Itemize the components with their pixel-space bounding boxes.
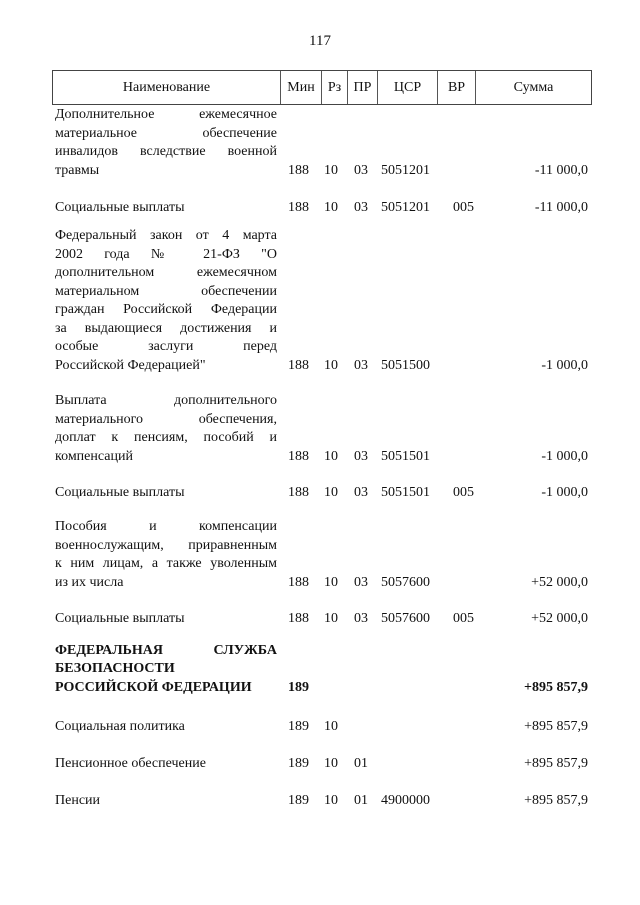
row-rz: 10	[324, 357, 338, 373]
row-rz: 10	[324, 755, 338, 771]
row-sum: +52 000,0	[531, 574, 588, 590]
row-sum: +895 857,9	[524, 755, 588, 771]
table-row	[52, 484, 592, 503]
row-pr: 03	[354, 199, 368, 215]
row-csr: 5051500	[381, 357, 430, 373]
row-name: Социальные выплаты	[55, 199, 185, 215]
row-rz: 10	[324, 448, 338, 464]
row-csr: 5051501	[381, 448, 430, 464]
row-vr: 005	[453, 484, 474, 500]
row-pr: 03	[354, 448, 368, 464]
header-pr: ПР	[347, 71, 377, 104]
table-row	[52, 792, 592, 811]
row-csr: 5051501	[381, 484, 430, 500]
row-name: Социальные выплаты	[55, 484, 185, 500]
table-row	[52, 227, 592, 375]
page-number: 117	[309, 33, 331, 49]
row-vr: 005	[453, 610, 474, 626]
header-vr: ВР	[437, 71, 475, 104]
row-sum: -11 000,0	[534, 162, 588, 178]
row-rz: 10	[324, 199, 338, 215]
table-row	[52, 392, 592, 466]
row-min: 188	[288, 199, 309, 215]
header-csr: ЦСР	[377, 71, 437, 104]
row-min: 189	[288, 718, 309, 734]
table-header	[52, 70, 592, 105]
row-name: Федеральный закон от 4 марта 2002 года № 21-ФЗ "О дополнительном ежемесячном материальном обеспечении граждан Российской Федерации за выдающиеся достижения и особые заслуги перед Российской Федерацией"	[55, 228, 277, 373]
header-sum: Сумма	[475, 71, 591, 104]
table-row	[52, 755, 592, 774]
header-name: Наименование	[122, 79, 211, 95]
row-min: 188	[288, 574, 309, 590]
row-min: 189	[288, 792, 309, 808]
row-csr: 5057600	[381, 574, 430, 590]
row-name: Социальная политика	[55, 718, 185, 734]
row-pr: 03	[354, 162, 368, 178]
row-rz: 10	[324, 162, 338, 178]
row-name: Пенсионное обеспечение	[55, 755, 206, 771]
row-sum: -11 000,0	[534, 199, 588, 215]
row-name: Социальные выплаты	[55, 610, 185, 626]
row-rz: 10	[324, 484, 338, 500]
row-min: 188	[288, 484, 309, 500]
table-row	[52, 518, 592, 592]
row-name: ФЕДЕРАЛЬНАЯ СЛУЖБА БЕЗОПАСНОСТИ РОССИЙСКОЙ ФЕДЕРАЦИИ	[55, 642, 277, 695]
row-pr: 03	[354, 484, 368, 500]
row-name: Дополнительное ежемесячное материальное обеспечение инвалидов вследствие военной травмы	[55, 107, 277, 178]
row-vr: 005	[453, 199, 474, 215]
header-rz: Рз	[321, 71, 347, 104]
row-pr: 01	[354, 755, 368, 771]
row-pr: 03	[354, 357, 368, 373]
table-row	[52, 642, 592, 698]
table-row	[52, 610, 592, 629]
row-sum: +895 857,9	[524, 792, 588, 808]
row-min: 188	[288, 162, 309, 178]
row-rz: 10	[324, 610, 338, 626]
row-pr: 03	[354, 574, 368, 590]
row-min: 188	[288, 448, 309, 464]
row-csr: 5057600	[381, 610, 430, 626]
row-csr: 5051201	[381, 199, 430, 215]
row-sum: -1 000,0	[541, 484, 588, 500]
row-name: Пенсии	[55, 792, 101, 808]
row-sum: +895 857,9	[524, 718, 588, 734]
table-row	[52, 106, 592, 180]
row-min: 189	[288, 679, 309, 695]
row-pr: 01	[354, 792, 368, 808]
row-min: 188	[288, 610, 309, 626]
row-sum: -1 000,0	[541, 448, 588, 464]
row-rz: 10	[324, 792, 338, 808]
row-rz: 10	[324, 574, 338, 590]
row-rz: 10	[324, 718, 338, 734]
row-min: 189	[288, 755, 309, 771]
row-pr: 03	[354, 610, 368, 626]
row-csr: 4900000	[381, 792, 430, 808]
row-sum: +895 857,9	[524, 679, 588, 695]
row-name: Пособия и компенсации военнослужащим, приравненным к ним лицам, а также уволенным из их числа	[55, 519, 277, 590]
table-row	[52, 199, 592, 218]
row-csr: 5051201	[381, 162, 430, 178]
row-min: 188	[288, 357, 309, 373]
header-min: Мин	[280, 71, 321, 104]
row-name: Выплата дополнительного материального обеспечения, доплат к пенсиям, пособий и компенсаций	[55, 393, 277, 464]
table-row	[52, 718, 592, 737]
row-sum: +52 000,0	[531, 610, 588, 626]
row-sum: -1 000,0	[541, 357, 588, 373]
